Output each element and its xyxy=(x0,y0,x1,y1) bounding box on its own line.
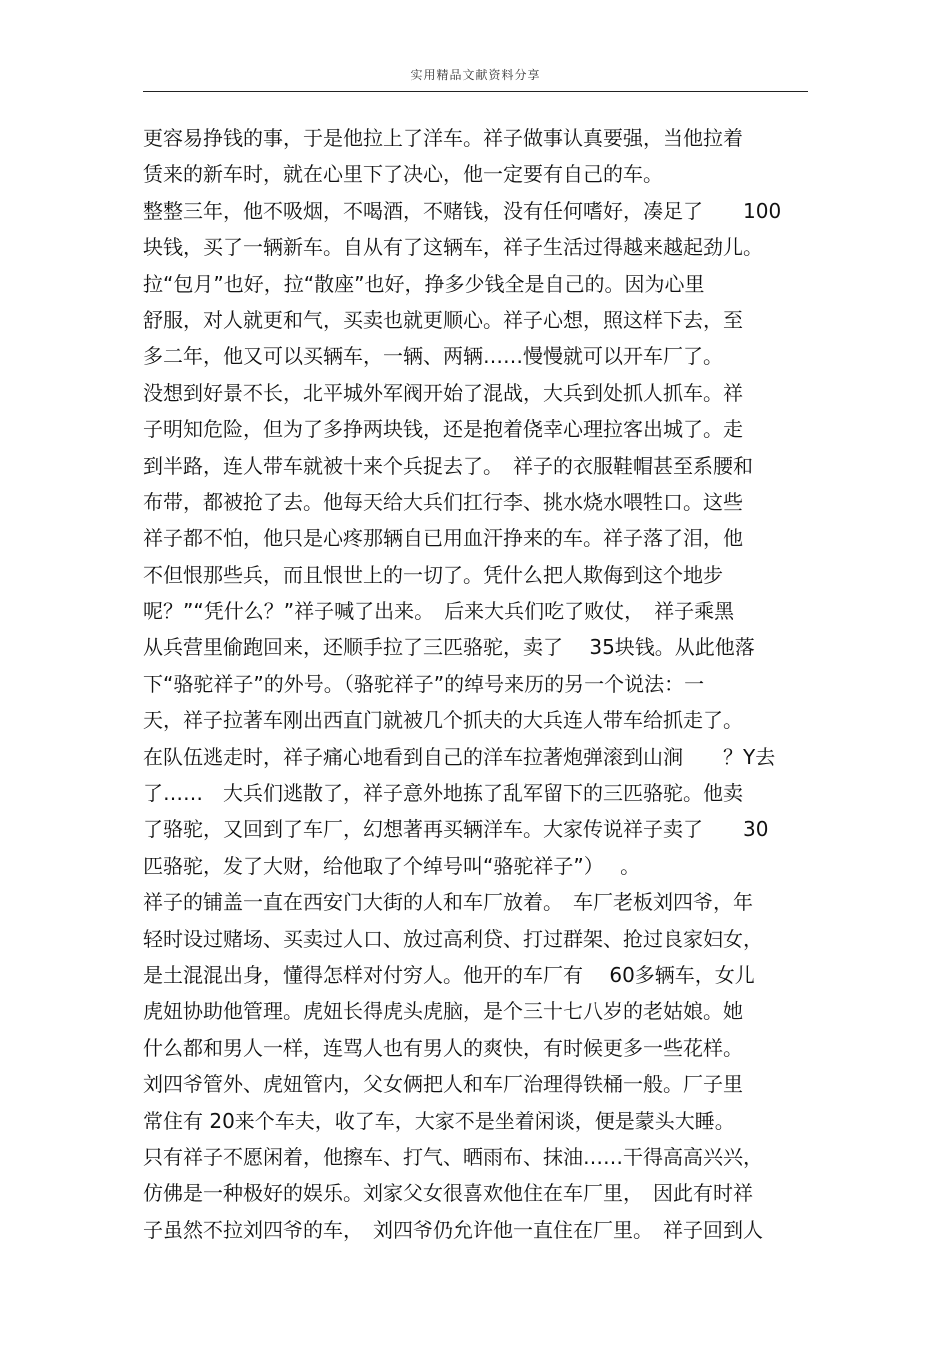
text-line: 不但恨那些兵，而且恨世上的一切了。凭什么把人欺侮到这个地步 xyxy=(143,562,723,587)
text-line: 拉“包月”也好，拉“散座”也好，挣多少钱全是自己的。因为心里 xyxy=(143,271,705,296)
text-line: 从兵营里偷跑回来，还顺手拉了三匹骆驼，卖了 35块钱。从此他落 xyxy=(143,635,755,660)
text-line: 仿佛是一种极好的娱乐。刘家父女很喜欢他住在车厂里， 因此有时祥 xyxy=(143,1181,753,1206)
text-line: 是土混混出身，懂得怎样对付穷人。他开的车厂有 60多辆车，女儿 xyxy=(143,962,755,987)
text-line: 到半路，连人带车就被十来个兵捉去了。 祥子的衣服鞋帽甚至系腰和 xyxy=(143,453,753,478)
text-line: 赁来的新车时，就在心里下了决心，他一定要有自己的车。 xyxy=(143,162,663,187)
text-line: 天，祥子拉著车刚出西直门就被几个抓夫的大兵连人带车给抓走了。 xyxy=(143,708,743,733)
text-line: 舒服，对人就更和气，买卖也就更顺心。祥子心想，照这样下去，至 xyxy=(143,307,743,332)
text-line: 匹骆驼，发了大财，给他取了个绰号叫“骆驼祥子”） 。 xyxy=(143,853,641,878)
text-line: 常住有 20来个车夫，收了车，大家不是坐着闲谈，便是蒙头大睡。 xyxy=(143,1108,735,1133)
body-text xyxy=(143,120,811,1248)
text-line: 只有祥子不愿闲着，他擦车、打气、晒雨布、抹油……干得高高兴兴， xyxy=(143,1144,763,1169)
text-line: 多二年，他又可以买辆车，一辆、两辆……慢慢就可以开车厂了。 xyxy=(143,344,723,369)
text-line: 祥子的铺盖一直在西安门大街的人和车厂放着。 车厂老板刘四爷，年 xyxy=(143,890,753,915)
text-line: 了骆驼，又回到了车厂，幻想著再买辆洋车。大家传说祥子卖了 30 xyxy=(143,817,769,842)
header-rule xyxy=(143,91,808,92)
text-line: 什么都和男人一样，连骂人也有男人的爽快，有时候更多一些花样。 xyxy=(143,1035,743,1060)
text-line: 块钱，买了一辆新车。自从有了这辆车，祥子生活过得越来越起劲儿。 xyxy=(143,235,763,260)
text-line: 刘四爷管外、虎妞管内，父女俩把人和车厂治理得铁桶一般。厂子里 xyxy=(143,1072,743,1097)
text-line: 轻时设过赌场、买卖过人口、放过高利贷、打过群架、抢过良家妇女， xyxy=(143,926,763,951)
text-line: 虎妞协助他管理。虎妞长得虎头虎脑，是个三十七八岁的老姑娘。她 xyxy=(143,999,743,1024)
page-header: 实用精品文献资料分享 xyxy=(410,68,541,82)
text-line: 更容易挣钱的事，于是他拉上了洋车。祥子做事认真要强，当他拉着 xyxy=(143,126,743,150)
text-line: 没想到好景不长，北平城外军阀开始了混战，大兵到处抓人抓车。祥 xyxy=(143,380,743,405)
text-line: 整整三年，他不吸烟，不喝酒，不赌钱，没有任何嗜好，凑足了 100 xyxy=(143,198,782,223)
text-line: 布带，都被抢了去。他每天给大兵们扛行李、挑水烧水喂牲口。这些 xyxy=(143,489,743,514)
text-line: 了…… 大兵们逃散了，祥子意外地拣了乱军留下的三匹骆驼。他卖 xyxy=(143,781,743,806)
text-line: 子虽然不拉刘四爷的车， 刘四爷仍允许他一直住在厂里。 祥子回到人 xyxy=(143,1217,763,1242)
text-line: 子明知危险，但为了多挣两块钱，还是抱着侥幸心理拉客出城了。走 xyxy=(143,417,743,442)
text-line: 在队伍逃走时，祥子痛心地看到自己的洋车拉著炮弹滚到山涧 ？Y去 xyxy=(143,744,776,769)
text-line: 下“骆驼祥子”的外号。（骆驼祥子”的绰号来历的另一个说法：一 xyxy=(143,671,705,696)
text-line: 呢？”“凭什么？”祥子喊了出来。 后来大兵们吃了败仗， 祥子乘黑 xyxy=(143,599,735,624)
text-line: 祥子都不怕，他只是心疼那辆自已用血汗挣来的车。祥子落了泪，他 xyxy=(143,526,743,551)
